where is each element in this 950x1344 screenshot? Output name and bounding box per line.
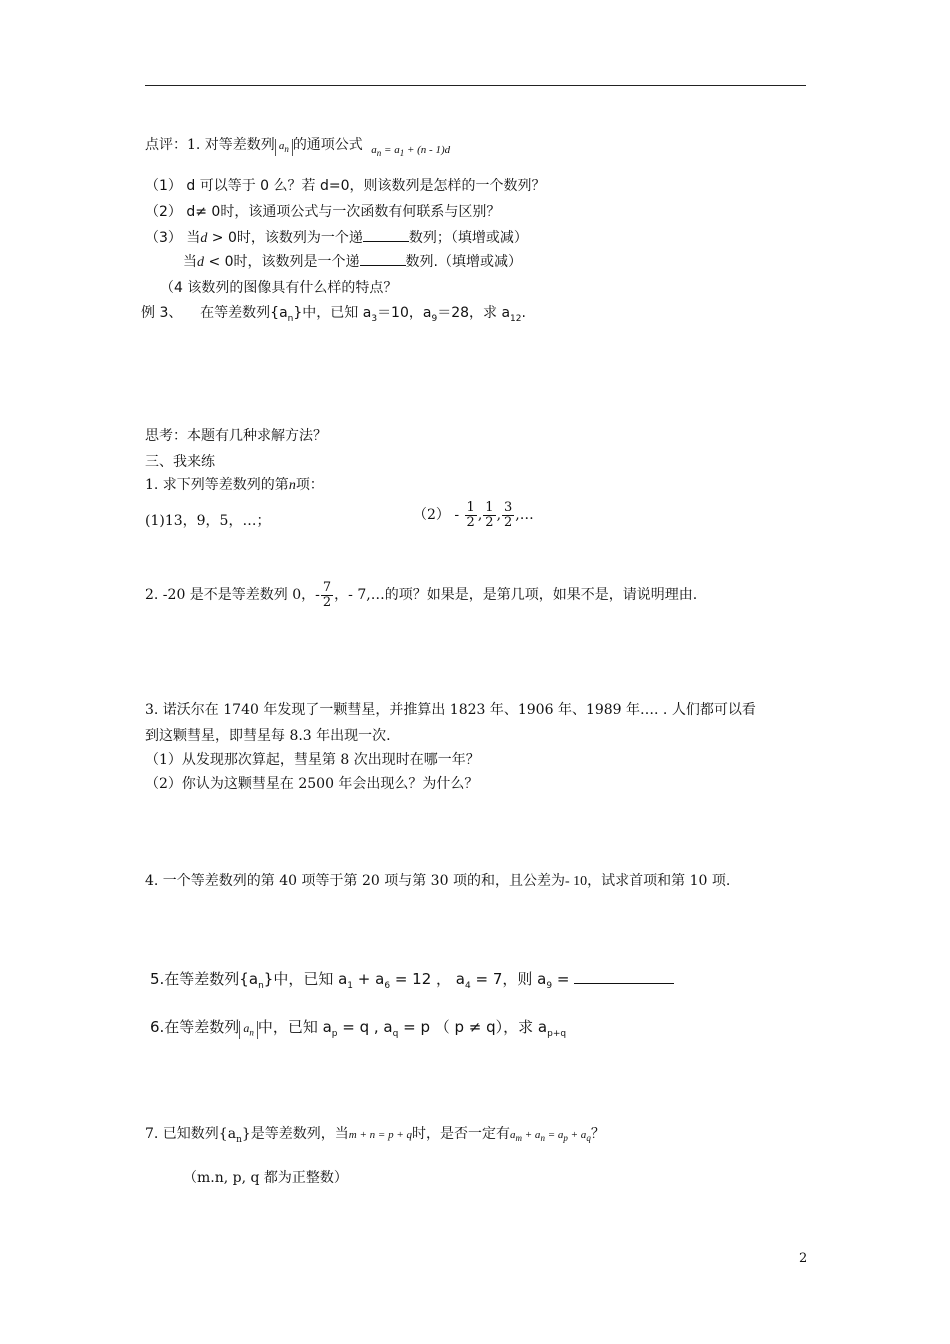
- problem-1a: (1)13，9，5，…；: [145, 513, 271, 529]
- page-number: 2: [799, 1251, 808, 1266]
- answer-blank[interactable]: [574, 971, 674, 984]
- problem-3-line2: 到这颗彗星，即彗星每 8.3 年出现一次.: [145, 728, 391, 744]
- comment-q1: （1） d 可以等于 0 么？若 d=0，则该数列是怎样的一个数列？: [145, 178, 546, 194]
- problem-4: 4. 一个等差数列的第 40 项等于第 20 项与第 30 项的和，且公差为- 10，试求首项和第 10 项.: [145, 873, 731, 889]
- comment-q4: （4 该数列的图像具有什么样的特点？: [160, 280, 398, 296]
- problem-6: 6.在等差数列 $a_n$ 中，已知 $a_p = q$ , $a_q = p$ （ p ≠ q），求 $a_{p+q}$: [150, 1018, 567, 1039]
- sequence-notation: $a_n$: [275, 139, 293, 156]
- answer-blank[interactable]: [360, 253, 406, 266]
- problem-1-title: 1. 求下列等差数列的第n项：: [145, 477, 324, 493]
- problem-1b: （2） - $\frac{1}{2}$ , $\frac{1}{2}$ , $\frac{3}{2}$ ,…: [413, 499, 534, 530]
- problem-3-line1: 3. 诺沃尔在 1740 年发现了一颗彗星，并推算出 1823 年、1906 年、1989 年…. . 人们都可以看: [145, 702, 756, 718]
- comment-q3a: （3） 当d > 0时，该数列为一个递 数列；（填增或减）: [145, 230, 528, 246]
- problem-3-q2: （2）你认为这颗彗星在 2500 年会出现么？为什么？: [145, 776, 479, 792]
- problem-7: 7. 已知数列$\{a_n\}$是等差数列，当m + n = p + q时，是否一定有$a_m + a_n = a_p + a_q$？: [145, 1126, 605, 1145]
- header-rule: [145, 85, 806, 86]
- section-three-heading: 三、我来练: [145, 454, 215, 470]
- problem-5: 5.在等差数列$\{a_n\}$中，已知 $a_1 + a_6 = 12$ ， $a_4 = 7$，则 $a_9$ =: [150, 970, 674, 995]
- problem-2: 2. -20 是不是等差数列 0，- $\frac{7}{2}$ ，- 7,…的项？如果是，是第几项，如果不是，请说明理由.: [145, 579, 698, 610]
- example-3: 例 3、 在等差数列$\{a_n\}$中，已知 $a_3=10$，$a_9=28$，求 $a_{12}$.: [141, 305, 526, 324]
- answer-blank[interactable]: [363, 229, 409, 242]
- problem-7-note: （m.n, p, q 都为正整数）: [183, 1170, 348, 1186]
- think-prompt: 思考：本题有几种求解方法？: [145, 428, 327, 444]
- comment-title: 点评：1. 对等差数列 $a_n$ 的通项公式 $_{a_n = a_1 + (n - 1)d}$: [145, 137, 451, 159]
- comment-q2: （2） d≠ 0时，该通项公式与一次函数有何联系与区别？: [145, 204, 501, 220]
- problem-3-q1: （1）从发现那次算起，彗星第 8 次出现时在哪一年？: [145, 752, 480, 768]
- general-term-formula: an = a1 + (n - 1)d: [371, 144, 451, 159]
- comment-q3b: 当d < 0时，该数列是一个递 数列.（填增或减）: [183, 254, 522, 270]
